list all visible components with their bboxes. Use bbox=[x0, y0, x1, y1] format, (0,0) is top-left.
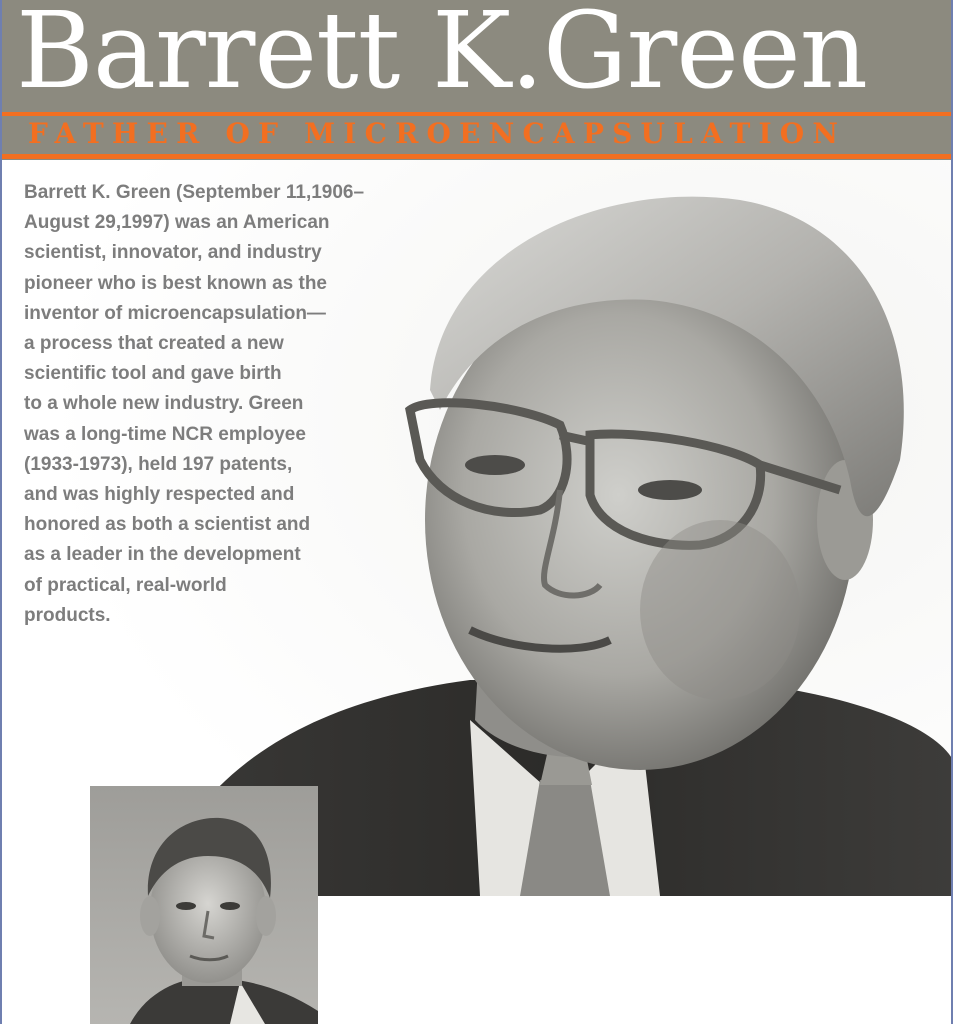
orange-divider-bottom bbox=[0, 154, 953, 159]
page-title: Barrett K.Green bbox=[16, 0, 868, 112]
header-banner bbox=[0, 0, 953, 160]
inset-portrait-photo bbox=[90, 786, 318, 1024]
bio-line: (1933-1973), held 197 patents, bbox=[24, 453, 293, 475]
bio-line: of practical, real-world bbox=[24, 574, 227, 596]
page-subtitle: FATHER OF MICROENCAPSULATION bbox=[28, 117, 847, 150]
bio-line: scientist, innovator, and industry bbox=[24, 242, 322, 264]
bio-line: honored as both a scientist and bbox=[24, 514, 311, 536]
biography-text bbox=[24, 178, 444, 631]
bio-line: August 29,1997) was an American bbox=[24, 212, 330, 234]
bio-line: was a long-time NCR employee bbox=[24, 423, 306, 445]
bio-line: Barrett K. Green (September 11,1906– bbox=[24, 182, 365, 203]
bio-line: pioneer who is best known as the bbox=[24, 272, 327, 294]
bio-line: to a whole new industry. Green bbox=[24, 393, 304, 415]
bio-line: scientific tool and gave birth bbox=[24, 363, 282, 385]
bio-line: a process that created a new bbox=[24, 333, 284, 355]
bio-line: and was highly respected and bbox=[24, 484, 295, 506]
bio-line: as a leader in the development bbox=[24, 544, 301, 566]
bottom-blank-area bbox=[318, 896, 953, 1024]
left-border-line bbox=[0, 0, 2, 1024]
bio-line: inventor of microencapsulation— bbox=[24, 302, 326, 324]
bio-line: products. bbox=[24, 604, 111, 626]
